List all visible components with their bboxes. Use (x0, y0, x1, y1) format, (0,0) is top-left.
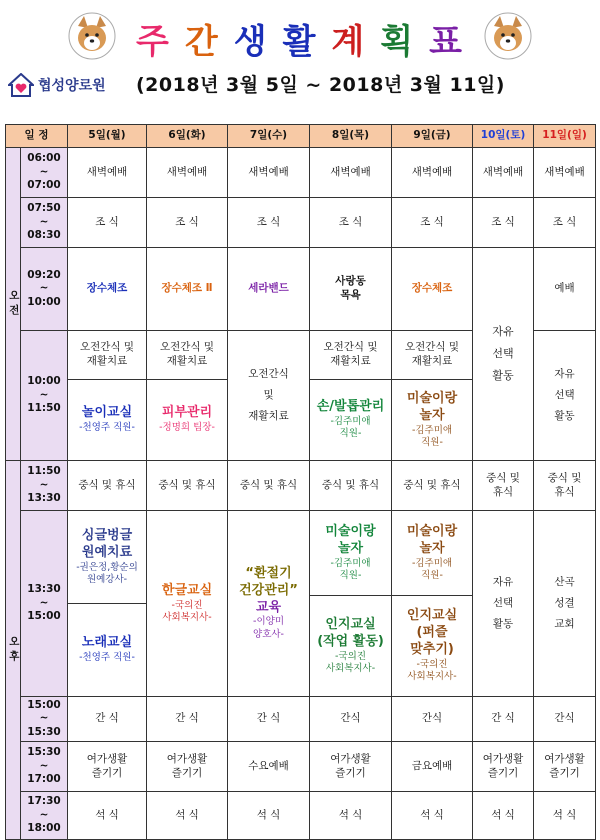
schedule-cell: 새벽예배 (68, 148, 147, 198)
schedule-cell: 조 식 (147, 198, 228, 248)
schedule-cell: 새벽예배 (228, 148, 310, 198)
schedule-cell: 세라밴드 (228, 248, 310, 331)
schedule-cell: 중식 및 휴식 (68, 461, 147, 511)
schedule-cell: “환절기 건강관리” 교육 -이양미 양호사- (228, 511, 310, 697)
day-header-sunday: 11일(일) (534, 125, 596, 148)
schedule-cell: 간 식 (473, 697, 534, 742)
schedule-cell: 간식 (310, 697, 392, 742)
time-slot: 07:50 ~ 08:30 (21, 198, 68, 248)
schedule-cell: 중식 및 휴식 (228, 461, 310, 511)
schedule-cell: 사랑동 목욕 (310, 248, 392, 331)
schedule-cell: 석 식 (147, 792, 228, 840)
schedule-cell: 중식 및 휴식 (392, 461, 473, 511)
schedule-cell: 간 식 (68, 697, 147, 742)
schedule-cell: 간 식 (147, 697, 228, 742)
schedule-cell: 여가생활 즐기기 (147, 742, 228, 792)
schedule-cell: 석 식 (534, 792, 596, 840)
time-slot: 10:00 ~ 11:50 (21, 331, 68, 461)
house-heart-icon (8, 73, 34, 97)
schedule-cell: 새벽예배 (392, 148, 473, 198)
schedule-cell: 조 식 (392, 198, 473, 248)
schedule-cell: 미술이랑 놀자 -김주미애 직원- 인지교실 (퍼즐 맞추기) -국의진 사회복지사- (392, 511, 473, 697)
day-header: 9일(금) (392, 125, 473, 148)
schedule-cell: 장수체조 (392, 248, 473, 331)
day-header: 8일(목) (310, 125, 392, 148)
table-row (6, 792, 596, 840)
schedule-cell: 자유 선택 활동 (473, 511, 534, 697)
table-row (6, 742, 596, 792)
time-slot: 11:50 ~ 13:30 (21, 461, 68, 511)
title-char: 활 (282, 21, 318, 62)
schedule-cell: 여가생활 즐기기 (534, 742, 596, 792)
schedule-cell: 조 식 (68, 198, 147, 248)
schedule-cell: 중식 및 휴식 (473, 461, 534, 511)
schedule-cell: 자유 선택 활동 (473, 248, 534, 461)
schedule-cell: 조 식 (534, 198, 596, 248)
schedule-cell: 석 식 (392, 792, 473, 840)
dog-mascot-icon (68, 12, 116, 60)
schedule-cell: 새벽예배 (534, 148, 596, 198)
schedule-cell: 간식 (534, 697, 596, 742)
time-slot: 15:00 ~ 15:30 (21, 697, 68, 742)
schedule-cell: 오전간식 및 재활치료 손/발톱관리 -김주미애 직원- (310, 331, 392, 461)
schedule-cell: 한글교실 -국의진 사회복지사- (147, 511, 228, 697)
day-header: 7일(수) (228, 125, 310, 148)
title-char: 주 (135, 21, 171, 62)
schedule-cell: 석 식 (473, 792, 534, 840)
schedule-cell: 중식 및 휴식 (147, 461, 228, 511)
table-row (6, 198, 596, 248)
schedule-cell: 금요예배 (392, 742, 473, 792)
day-header: 5일(월) (68, 125, 147, 148)
schedule-cell: 중식 및 휴식 (310, 461, 392, 511)
time-slot: 15:30 ~ 17:00 (21, 742, 68, 792)
schedule-cell: 예배 (534, 248, 596, 331)
schedule-cell: 여가생활 즐기기 (310, 742, 392, 792)
schedule-cell: 중식 및 휴식 (534, 461, 596, 511)
schedule-cell: 산곡 성결 교회 (534, 511, 596, 697)
table-row (6, 248, 596, 331)
schedule-period: (2018년 3월 5일 ~ 2018년 3월 11일) (136, 74, 505, 96)
am-label: 오전 (6, 148, 21, 461)
table-row (6, 148, 596, 198)
title-char: 표 (429, 21, 464, 62)
page-title (120, 14, 480, 62)
schedule-cell: 싱글벙글 원예치료 -권은정,황순의 원예강사- 노래교실 -천영주 직원- (68, 511, 147, 697)
schedule-cell: 간식 (392, 697, 473, 742)
schedule-cell: 여가생활 즐기기 (473, 742, 534, 792)
time-slot: 06:00 ~ 07:00 (21, 148, 68, 198)
org-name: 협성양로원 (38, 78, 106, 94)
schedule-cell: 오전간식 및 재활치료 (228, 331, 310, 461)
pm-label: 오후 (6, 461, 21, 840)
table-row (6, 697, 596, 742)
time-slot: 17:30 ~ 18:00 (21, 792, 68, 840)
schedule-cell: 조 식 (473, 198, 534, 248)
title-char: 간 (184, 21, 220, 62)
dog-mascot-icon (484, 12, 532, 60)
page-header (0, 0, 600, 115)
schedule-cell: 조 식 (310, 198, 392, 248)
schedule-cell: 조 식 (228, 198, 310, 248)
org-logo (8, 72, 106, 98)
title-char: 계 (331, 21, 367, 62)
schedule-cell: 오전간식 및 재활치료 놀이교실 -천영주 직원- (68, 331, 147, 461)
day-header: 6일(화) (147, 125, 228, 148)
corner-header: 일 정 (6, 125, 68, 148)
title-char: 생 (233, 21, 269, 62)
schedule-cell: 오전간식 및 재활치료 피부관리 -정명희 팀장- (147, 331, 228, 461)
schedule-cell: 석 식 (228, 792, 310, 840)
schedule-cell: 장수체조 (68, 248, 147, 331)
time-slot: 09:20 ~ 10:00 (21, 248, 68, 331)
title-char: 획 (380, 21, 416, 62)
day-header-saturday: 10일(토) (473, 125, 534, 148)
schedule-cell: 자유 선택 활동 (534, 331, 596, 461)
schedule-cell: 석 식 (68, 792, 147, 840)
schedule-cell: 석 식 (310, 792, 392, 840)
schedule-cell: 새벽예배 (147, 148, 228, 198)
schedule-cell: 미술이랑 놀자 -김주미애 직원- 인지교실 (작업 활동) -국의진 사회복지사- (310, 511, 392, 697)
schedule-cell: 장수체조 Ⅱ (147, 248, 228, 331)
schedule-cell: 여가생활 즐기기 (68, 742, 147, 792)
table-row (6, 511, 596, 697)
time-slot: 13:30 ~ 15:00 (21, 511, 68, 697)
schedule-cell: 간 식 (228, 697, 310, 742)
schedule-cell: 수요예배 (228, 742, 310, 792)
schedule-cell: 새벽예배 (310, 148, 392, 198)
table-row (6, 461, 596, 511)
schedule-cell: 오전간식 및 재활치료 미술이랑 놀자 -김주미애 직원- (392, 331, 473, 461)
weekly-schedule-table (5, 124, 596, 840)
schedule-cell: 새벽예배 (473, 148, 534, 198)
header-row (6, 125, 596, 148)
